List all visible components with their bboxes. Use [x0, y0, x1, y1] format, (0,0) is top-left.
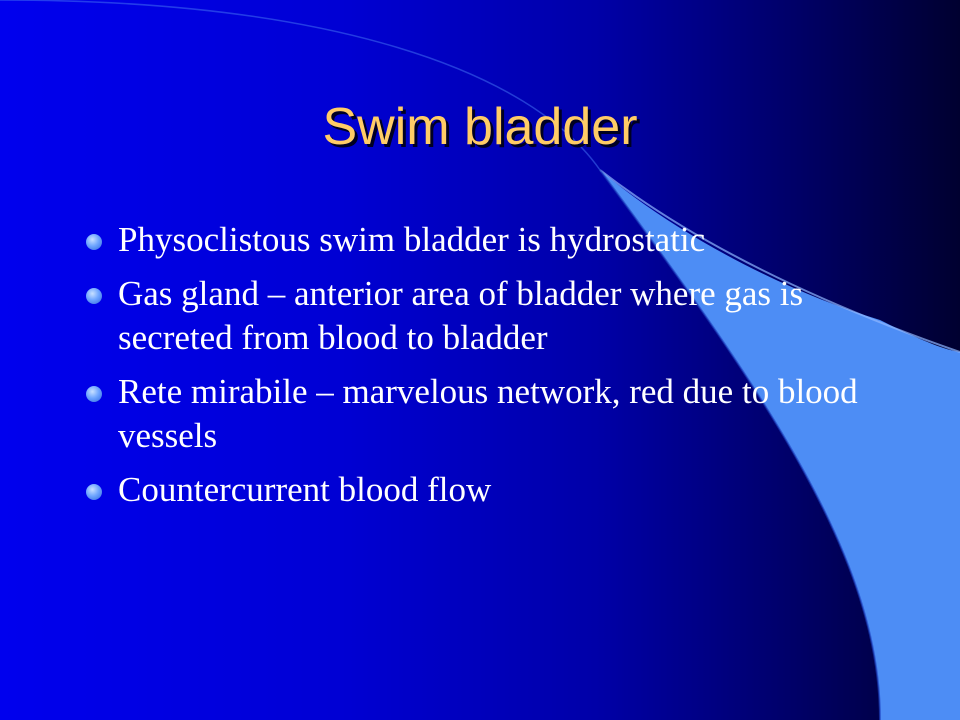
bullet-item [86, 272, 876, 360]
bullet-dot-icon [86, 288, 102, 304]
bullet-dot-icon [86, 386, 102, 402]
bullet-item [86, 370, 876, 458]
bullet-dot-icon [86, 484, 102, 500]
bullet-text: Physoclistous swim bladder is hydrostatic [118, 220, 706, 259]
bullet-dot-icon [86, 234, 102, 250]
slide-title: Swim bladder [322, 98, 638, 156]
bullet-text: Gas gland – anterior area of bladder where gas is secreted from blood to bladder [118, 274, 804, 357]
bullet-text: Rete mirabile – marvelous network, red due to blood vessels [118, 372, 858, 455]
bullet-item [86, 468, 876, 512]
bullet-item [86, 218, 876, 262]
bullet-text: Countercurrent blood flow [118, 470, 492, 509]
bullet-list [86, 218, 876, 522]
